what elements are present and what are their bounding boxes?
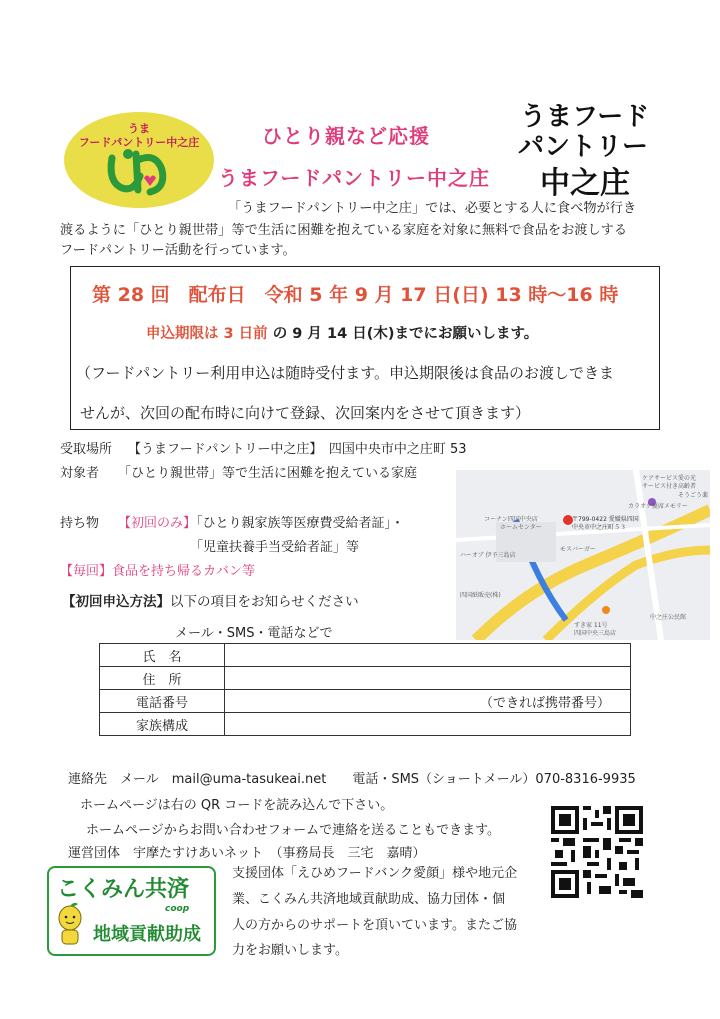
support-line2: 業、こくみん共済地域貢献助成、協力団体・個 — [232, 892, 506, 907]
form-field-phone[interactable] — [225, 690, 631, 713]
brush-title-line2: パントリー — [518, 132, 649, 162]
target-value: 「ひとり親世帯」等で生活に困難を抱えている家庭 — [118, 466, 418, 481]
bring-first-tag: 【初回のみ】 — [118, 516, 197, 531]
form-label-family: 家族構成 — [100, 713, 225, 736]
application-heading-rest: 以下の項目をお知らせください — [170, 594, 359, 610]
qr-note: ホームページは右の QR コードを読み込んで下さい。 — [80, 798, 394, 813]
bring-first-value: 「ひとり親家族等医療費受給者証」・ — [196, 516, 405, 531]
table-row — [100, 690, 631, 713]
form-phone-note: （できれば携帯番号） — [479, 695, 610, 711]
map-label-3: カラオケ優席メモリー — [628, 503, 688, 510]
qr-code[interactable] — [551, 806, 643, 898]
deadline-line — [146, 322, 538, 343]
form-label-name: 氏 名 — [100, 644, 225, 667]
bring-every-tag: 【毎回】 — [60, 564, 113, 579]
map-label-7: 中央市中之庄町５３ — [572, 524, 627, 531]
map-label-0: ケアサービス愛の光 — [642, 475, 697, 482]
table-row — [100, 667, 631, 690]
bring-every-value: 食品を持ち帰るカバン等 — [112, 564, 256, 579]
brush-title-line1: うまフード — [520, 102, 650, 132]
bring-label: 持ち物 — [60, 516, 100, 531]
support-line4: 力をお願いします。 — [232, 943, 348, 958]
kokumin-kyosai-badge — [47, 866, 216, 956]
form-field-name[interactable] — [225, 644, 631, 667]
place-label: 受取場所 — [60, 442, 113, 457]
map-label-9: ハーオブ 伊予三島店 — [460, 552, 516, 559]
logo-line2: フードパントリー中之庄 — [78, 136, 200, 149]
bring-every — [60, 560, 255, 579]
intro-line2: 渡るように「ひとり親世帯」等で生活に困難を抱えている家庭を対象に無料で食品をお渡しする — [60, 223, 628, 238]
org-line: 運営団体 宇摩たすけあいネット （事務局長 三宅 嘉晴） — [68, 846, 426, 861]
support-line1: 支援団体「えひめフードバンク愛顔」様や地元企 — [232, 866, 518, 881]
table-row — [100, 713, 631, 736]
intro-line3: フードパントリー活動を行っています。 — [60, 243, 296, 258]
coop-mark: coop — [165, 904, 190, 914]
application-heading — [62, 590, 359, 610]
logo — [64, 112, 214, 208]
form-label-address: 住 所 — [100, 667, 225, 690]
map-label-2: そうごう薬 — [678, 492, 709, 499]
title-line1: ひとり親など応援 — [262, 124, 430, 148]
brush-title-line3: 中之庄 — [540, 166, 630, 201]
map-label-10: 四国紙販売(株) — [460, 592, 501, 599]
map-label-4: コーナン四国中央店 — [484, 516, 538, 523]
map-label-12: 四国中央三島店 — [574, 630, 617, 637]
place-value: 【うまフードパントリー中之庄】 四国中央市中之庄町 53 — [128, 442, 467, 457]
mascot-icon — [53, 902, 87, 950]
deadline-rest: の 9 月 14 日(木)までにお願いします。 — [272, 326, 539, 342]
form-field-address[interactable] — [225, 667, 631, 690]
qr-code-icon — [551, 806, 643, 898]
bring-first-value2: 「児童扶養手当受給者証」等 — [190, 540, 360, 555]
note-line1: （フードパントリー利用申込は随時受付ます。申込期限後は食品のお渡しできま — [76, 364, 615, 382]
deadline-red: 申込期限は 3 日前 — [146, 326, 268, 342]
contact-line: 連絡先 メール mail@uma-tasukeai.net 電話・SMS（ショートメール）070-8316-9935 — [68, 772, 636, 787]
note-line2: せんが、次回の配布時に向けて登録、次回案内をさせて頂きます） — [80, 404, 531, 422]
title-line2: うまフードパントリー中之庄 — [218, 166, 490, 190]
application-methods: メール・SMS・電話などで — [175, 626, 333, 641]
logo-line1: うま — [128, 122, 150, 135]
bring-first — [118, 512, 404, 531]
form-note: ホームページからお問い合わせフォームで連絡を送ることもできます。 — [86, 823, 501, 838]
target-label: 対象者 — [60, 466, 100, 481]
form-label-phone: 電話番号 — [100, 690, 225, 713]
kokumin-line2: 地域貢献助成 — [93, 924, 201, 945]
logo-mark-icon — [106, 148, 172, 200]
table-row — [100, 644, 631, 667]
map-label-11: すき家 11号 — [574, 622, 608, 629]
location-map[interactable] — [456, 470, 710, 640]
map-label-6: 〒799-0422 愛媛県四国 — [572, 516, 639, 523]
map-label-5: ホームセンター — [500, 524, 542, 531]
form-field-family[interactable] — [225, 713, 631, 736]
map-label-13: 中之庄公民館 — [650, 614, 687, 621]
intro-line1: 「うまフードパントリー中之庄」では、必要とする人に食べ物が行き — [228, 201, 637, 216]
map-label-1: サービス付き高齢者 — [642, 483, 697, 490]
application-form-table — [99, 643, 631, 736]
kokumin-line1: こくみん共済 — [57, 877, 190, 902]
map-label-8: モスバーガー — [560, 546, 596, 553]
support-line3: 人の方からのサポートを頂いています。またご協 — [232, 918, 517, 933]
application-heading-tag: 【初回申込方法】 — [62, 594, 170, 610]
distribution-headline: 第 28 回 配布日 令和 5 年 9 月 17 日(日) 13 時～16 時 — [92, 284, 619, 306]
